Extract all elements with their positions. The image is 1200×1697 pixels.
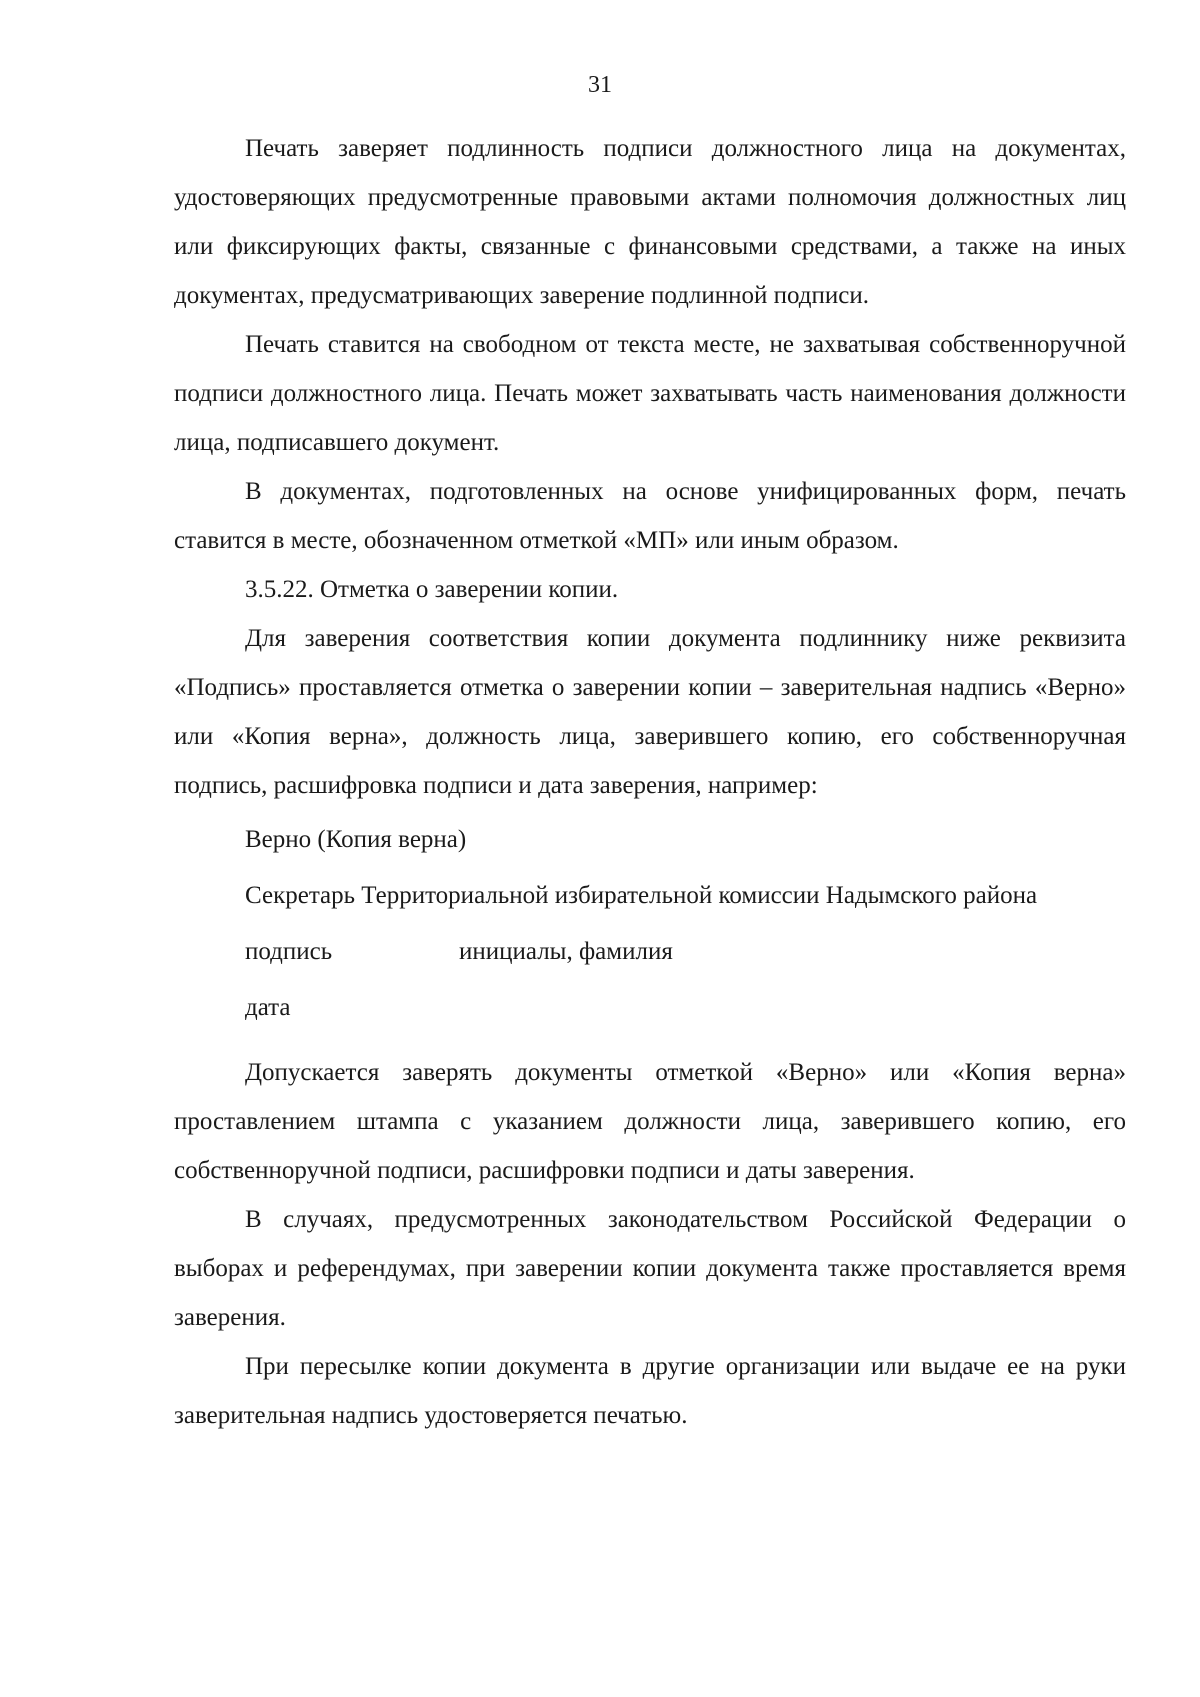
example-name: инициалы, фамилия xyxy=(459,938,673,965)
page-number: 31 xyxy=(588,72,612,98)
paragraph-seal-certifies: Печать заверяет подлинность подписи должностного лица на документах, удостоверяющих предусмотренные правовыми актами полномочия должностных лиц или фиксирующих факты, связанные с финансовыми средствами, а также на иных документах, предусматривающих заверение подлинной подписи. xyxy=(174,135,1126,309)
paragraph-forwarding-copy: При пересылке копии документа в другие организации или выдаче ее на руки заверительная надпись удостоверяется печатью. xyxy=(174,1353,1126,1429)
example-certification-text: Верно (Копия верна) xyxy=(245,826,467,853)
example-signature: подпись xyxy=(245,938,333,965)
paragraph-elections-time: В случаях, предусмотренных законодательством Российской Федерации о выборах и референдумах, при заверении копии документа также проставляется время заверения. xyxy=(174,1206,1126,1331)
paragraph-seal-placement: Печать ставится на свободном от текста месте, не захватывая собственноручной подписи должностного лица. Печать может захватывать часть наименования должности лица, подписавшего документ. xyxy=(174,331,1126,456)
paragraph-copy-certification: Для заверения соответствия копии документа подлиннику ниже реквизита «Подпись» проставляется отметка о заверении копии – заверительная надпись «Верно» или «Копия верна», должность лица, заверившего копию, его собственноручная подпись, расшифровка подписи и дата заверения, например: xyxy=(174,625,1126,799)
paragraph-unified-forms: В документах, подготовленных на основе унифицированных форм, печать ставится в месте, обозначенном отметкой «МП» или иным образом. xyxy=(174,478,1126,554)
example-position: Секретарь Территориальной избирательной комиссии Надымского района xyxy=(245,882,1038,909)
paragraph-stamp-allowed: Допускается заверять документы отметкой «Верно» или «Копия верна» проставлением штампа с указанием должности лица, заверившего копию, его собственноручной подписи, расшифровки подписи и даты заверения. xyxy=(174,1059,1126,1184)
certification-example xyxy=(245,824,1126,1024)
example-date: дата xyxy=(245,994,291,1021)
document-body xyxy=(174,124,1126,1440)
section-heading-3-5-22: 3.5.22. Отметка о заверении копии. xyxy=(245,576,619,603)
example-signature-row xyxy=(245,936,1126,968)
